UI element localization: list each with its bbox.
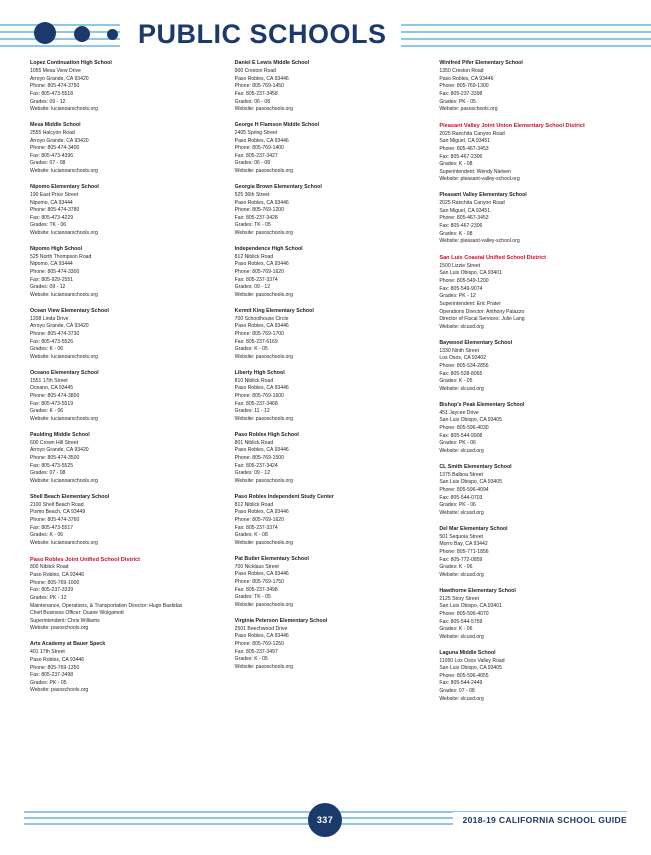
- school-name: Independence High School: [234, 245, 303, 252]
- school-entry: [439, 192, 627, 246]
- school-entry: [30, 432, 218, 486]
- detail-line: 2501 Beechwood Drive: [234, 625, 288, 632]
- school-name: Kermit King Elementary School: [234, 307, 314, 314]
- detail-line: Phone: 805-596-4030: [439, 424, 489, 431]
- school-entry: [30, 370, 218, 424]
- detail-line: Website: pasoschools.org: [30, 687, 89, 694]
- detail-line: Phone: 805-474-3400: [30, 145, 80, 152]
- detail-line: Website: pasoschools.org: [234, 292, 293, 299]
- detail-line: Superintendent: Chris Williams: [30, 617, 100, 624]
- detail-line: Grades: K - 06: [30, 532, 64, 539]
- detail-line: Nipomo, CA 93444: [30, 261, 73, 268]
- detail-line: Phone: 805-474-3780: [30, 207, 80, 214]
- detail-line: Phone: 805-596-4094: [439, 486, 489, 493]
- school-entry: [235, 494, 423, 548]
- detail-line: Phone: 805-769-1250: [234, 640, 284, 647]
- district-name: San Luis Coastal Unified School District: [439, 255, 546, 262]
- detail-line: Grades: PK - 12: [30, 594, 67, 601]
- detail-line: Fax: 805-237-6169: [234, 338, 278, 345]
- detail-line: Website: slcusd.org: [439, 509, 484, 516]
- detail-line: Grades: K - 06: [30, 408, 64, 415]
- detail-line: Grades: 07 - 08: [30, 160, 66, 167]
- detail-line: Phone: 805-474-3760: [30, 517, 80, 523]
- detail-line: San Miguel, CA 93451: [439, 138, 491, 145]
- school-name: Paso Robles High School: [234, 431, 299, 438]
- school-entry: [439, 60, 627, 114]
- detail-line: Grades: 07 - 08: [30, 470, 66, 477]
- detail-line: 401 17th Street: [30, 649, 65, 656]
- detail-line: Fax: 805-237-3498: [30, 672, 74, 679]
- detail-line: 801 Niblick Road: [234, 439, 274, 446]
- detail-line: Fax: 805-237-3458: [234, 90, 278, 97]
- school-name: Paso Robles Independent Study Center: [234, 493, 334, 500]
- school-entry: [439, 464, 627, 518]
- detail-line: Grades: K - 05: [439, 378, 473, 385]
- detail-line: 2555 Halcyon Road: [30, 129, 75, 136]
- school-entry: [30, 308, 218, 362]
- detail-line: Paso Robles, CA 93446: [234, 385, 289, 392]
- school-name: Bishop's Peak Elementary School: [439, 401, 525, 408]
- detail-line: Grades: 06 - 08: [234, 98, 271, 105]
- detail-line: Grades: K - 06: [30, 346, 64, 353]
- detail-line: 2405 Spring Street: [234, 129, 278, 136]
- school-entry: [235, 618, 423, 672]
- detail-line: Website: slcusd.org: [439, 571, 484, 578]
- detail-line: 800 Niblick Road: [30, 564, 69, 571]
- school-name: Georgia Brown Elementary School: [234, 183, 322, 190]
- page-title-container: [120, 12, 401, 56]
- detail-line: 2025 Ranchita Canyon Road: [439, 130, 505, 137]
- detail-line: San Miguel, CA 93451: [439, 207, 491, 214]
- listing-column: [235, 60, 423, 795]
- detail-line: Superintendent: Wendy Nielsen: [439, 168, 511, 175]
- detail-line: Fax: 805-772-0859: [439, 556, 483, 563]
- detail-line: Fax: 805-544-0703: [439, 494, 483, 501]
- school-name: Laguna Middle School: [439, 649, 496, 656]
- listing-columns: [30, 60, 627, 795]
- detail-line: Fax: 805-544-9908: [439, 432, 483, 439]
- detail-line: Oceano, CA 93445: [30, 385, 74, 392]
- detail-line: Website: pasoschools.org: [234, 230, 293, 237]
- detail-line: Grades: K - 05: [234, 656, 268, 663]
- detail-line: Grades: TK - 05: [234, 594, 271, 601]
- detail-line: 190 East Price Street: [30, 191, 79, 198]
- detail-line: Website: slcusd.org: [439, 323, 484, 330]
- detail-line: 700 Schoolhouse Circle: [234, 315, 289, 322]
- detail-line: Grades: 09 - 12: [30, 284, 66, 291]
- detail-line: Fax: 805-237-3498: [234, 586, 278, 593]
- detail-line: Phone: 805-549-1200: [439, 278, 489, 285]
- detail-line: Grades: PK - 06: [439, 502, 476, 509]
- detail-line: San Luis Obispo, CA 93401: [439, 270, 502, 277]
- detail-line: San Luis Obispo, CA 93401: [439, 603, 502, 610]
- detail-line: Fax: 805-237-3497: [234, 648, 278, 655]
- detail-line: Fax: 805-237-3427: [234, 152, 278, 159]
- detail-line: Superintendent: Eric Prater: [439, 301, 501, 308]
- detail-line: Website: slcusd.org: [439, 695, 484, 702]
- detail-line: San Luis Obispo, CA 93405: [439, 479, 502, 486]
- listing-column: [439, 60, 627, 795]
- detail-line: Website: pleasant-valley-school.org: [439, 238, 520, 245]
- school-name: Del Mar Elementary School: [439, 525, 508, 532]
- detail-line: Phone: 805-474-3800: [30, 393, 80, 400]
- detail-line: Fax: 805-473-4229: [30, 214, 74, 221]
- detail-line: Phone: 805-474-3300: [30, 269, 80, 276]
- detail-line: Paso Robles, CA 93446: [234, 75, 289, 82]
- detail-line: Grades: 09 - 12: [30, 98, 66, 105]
- detail-line: Website: lucianoarschools.org: [30, 415, 98, 422]
- detail-line: 451 Jaycee Drive: [439, 409, 479, 416]
- school-entry: [235, 370, 423, 424]
- detail-line: Morro Bay, CA 93442: [439, 541, 488, 548]
- detail-line: Phone: 805-769-1350: [30, 664, 80, 671]
- detail-line: Fax: 805-549-9074: [439, 285, 483, 292]
- detail-line: Phone: 805-474-3750: [30, 83, 80, 90]
- detail-line: Fax: 805-237-3468: [234, 400, 278, 407]
- detail-line: 1375 Balboa Street: [439, 471, 483, 478]
- school-name: Nipomo High School: [30, 245, 83, 252]
- detail-line: Chief Business Officer: Duane Wolgamott: [30, 610, 124, 617]
- detail-line: Grades: K - 08: [234, 532, 268, 539]
- school-entry: [30, 494, 218, 548]
- detail-line: Paso Robles, CA 93446: [439, 75, 494, 82]
- detail-line: Grades: 07 - 08: [439, 688, 475, 695]
- school-name: Hawthorne Elementary School: [439, 587, 516, 594]
- detail-line: Website: lucianoarschools.org: [30, 354, 98, 361]
- detail-line: Fax: 805-473-5526: [30, 338, 74, 345]
- detail-line: Website: pasoschools.org: [234, 354, 293, 361]
- detail-line: Phone: 805-769-1750: [234, 578, 284, 585]
- school-name: Baywood Elementary School: [439, 339, 513, 346]
- detail-line: Website: lucianoarschools.org: [30, 292, 98, 299]
- school-name: Pleasant Valley Elementary School: [439, 192, 527, 199]
- school-entry: [439, 650, 627, 704]
- detail-line: Los Osos, CA 93402: [439, 355, 487, 362]
- detail-line: 812 Niblick Road: [234, 501, 274, 508]
- detail-line: Arroyo Grande, CA 93420: [30, 75, 89, 82]
- district-entry: [439, 254, 627, 331]
- detail-line: Fax: 805-467-2306: [439, 223, 483, 230]
- detail-line: Website: pasoschools.org: [234, 601, 293, 608]
- guide-title-label: 2018-19 CALIFORNIA SCHOOL GUIDE: [453, 812, 628, 828]
- detail-line: Fax: 805-237-3339: [30, 587, 74, 594]
- dot-small-icon: [107, 29, 118, 40]
- detail-line: Website: pasoschools.org: [30, 625, 89, 632]
- school-entry: [235, 556, 423, 610]
- district-name: Pleasant Valley Joint Union Elementary School District: [439, 122, 585, 129]
- detail-line: 2025 Ranchita Canyon Road: [439, 200, 505, 207]
- detail-line: Phone: 805-769-1200: [234, 207, 284, 214]
- school-name: Nipomo Elementary School: [30, 183, 99, 190]
- detail-line: Fax: 805-237-3374: [234, 276, 278, 283]
- detail-line: Grades: K - 06: [439, 564, 473, 571]
- school-entry: [439, 402, 627, 456]
- detail-line: Grades: 06 - 08: [234, 160, 271, 167]
- school-name: Mesa Middle School: [30, 121, 81, 128]
- detail-line: Paso Robles, CA 93446: [30, 656, 85, 663]
- detail-line: Phone: 805-769-1000: [30, 579, 80, 586]
- detail-line: 1330 Ninth Street: [439, 347, 479, 354]
- school-entry: [439, 340, 627, 394]
- dot-medium-icon: [74, 26, 90, 42]
- detail-line: Website: pasoschools.org: [234, 539, 293, 546]
- detail-line: Website: slcusd.org: [439, 385, 484, 392]
- detail-line: Paso Robles, CA 93446: [234, 571, 289, 578]
- detail-line: Fax: 805-473-5525: [30, 462, 74, 469]
- detail-line: Maintenance, Operations, & Transportation Director: Hugo Bastidas: [30, 602, 183, 609]
- detail-line: Phone: 805-467-3453: [439, 215, 489, 222]
- detail-line: Website: lucianoarschools.org: [30, 168, 98, 175]
- school-name: George H Flamson Middle School: [234, 121, 320, 128]
- school-entry: [235, 60, 423, 114]
- district-name: Paso Robles Joint Unified School District: [30, 556, 141, 563]
- detail-line: Fax: 805-473-5519: [30, 400, 74, 407]
- detail-line: Phone: 805-474-3500: [30, 455, 80, 462]
- school-name: Liberty High School: [234, 369, 285, 376]
- detail-line: 1500 Lizzie Street: [439, 262, 481, 269]
- detail-line: Website: lucianoarschools.org: [30, 539, 98, 546]
- detail-line: Phone: 805-769-1400: [234, 145, 284, 152]
- detail-line: Arroyo Grande, CA 93420: [30, 137, 89, 144]
- detail-line: Grades: K - 08: [439, 161, 473, 168]
- detail-line: Arroyo Grande, CA 93420: [30, 447, 89, 454]
- school-name: Pat Butler Elementary School: [234, 555, 309, 562]
- detail-line: Fax: 805-544-2449: [439, 680, 483, 687]
- detail-line: Paso Robles, CA 93446: [234, 323, 289, 330]
- detail-line: Grades: PK - 06: [439, 440, 476, 447]
- page-header: [0, 10, 651, 62]
- detail-line: Website: pasoschools.org: [234, 168, 293, 175]
- detail-line: Grades: K - 06: [439, 626, 473, 633]
- detail-line: Website: pasoschools.org: [234, 663, 293, 670]
- school-name: Paulding Middle School: [30, 431, 90, 438]
- school-entry: [235, 308, 423, 362]
- detail-line: Phone: 805-769-1600: [234, 393, 284, 400]
- detail-line: 812 Niblick Road: [234, 253, 274, 260]
- detail-line: 525 North Thompson Road: [30, 253, 92, 260]
- detail-line: 1208 Linda Drive: [30, 315, 69, 322]
- detail-line: Phone: 805-769-1500: [234, 455, 284, 462]
- detail-line: Website: slcusd.org: [439, 447, 484, 454]
- detail-line: Website: lucianoarschools.org: [30, 230, 98, 237]
- detail-line: Phone: 805-534-2856: [439, 363, 489, 369]
- detail-line: Paso Robles, CA 93446: [30, 572, 85, 578]
- school-name: CL Smith Elementary School: [439, 463, 512, 470]
- detail-line: 2125 Story Street: [439, 595, 479, 602]
- detail-line: Grades: PK - 12: [439, 293, 476, 300]
- detail-line: Fax: 805-237-3428: [234, 214, 278, 221]
- detail-line: Grades: K - 08: [439, 230, 473, 237]
- detail-line: Grades: TK - 05: [234, 222, 271, 229]
- detail-line: 700 Nicklaus Street: [234, 563, 279, 570]
- school-entry: [30, 184, 218, 238]
- detail-line: 11050 Los Osos Valley Road: [439, 657, 505, 664]
- detail-line: Website: pasoschools.org: [234, 415, 293, 422]
- detail-line: 810 Niblick Road: [234, 377, 274, 384]
- detail-line: Paso Robles, CA 93446: [234, 633, 289, 640]
- detail-line: Phone: 805-596-4055: [439, 672, 489, 679]
- page-footer: [0, 803, 651, 837]
- detail-line: Fax: 805-237-3424: [234, 462, 278, 469]
- school-entry: [235, 432, 423, 486]
- school-entry: [439, 526, 627, 580]
- detail-line: Fax: 805-237-3374: [234, 524, 278, 531]
- detail-line: Grades: TK - 06: [30, 222, 67, 229]
- detail-line: Paso Robles, CA 93446: [234, 261, 289, 268]
- detail-line: 501 Sequoia Street: [439, 533, 483, 540]
- detail-line: San Luis Obispo, CA 93405: [439, 665, 502, 672]
- school-name: Daniel E Lewis Middle School: [234, 60, 310, 66]
- page-number-badge: 337: [308, 803, 342, 837]
- detail-line: Phone: 805-771-1856: [439, 548, 489, 555]
- detail-line: Website: pasoschools.org: [439, 106, 498, 113]
- detail-line: Fax: 805-528-8065: [439, 370, 483, 377]
- school-entry: [235, 122, 423, 176]
- school-entry: [30, 641, 218, 695]
- detail-line: Nipomo, CA 93444: [30, 199, 73, 206]
- detail-line: Phone: 805-474-3730: [30, 331, 80, 338]
- detail-line: Grades: PK - 05: [30, 679, 67, 686]
- detail-line: Phone: 805-769-1620: [234, 269, 284, 276]
- page-title: PUBLIC SCHOOLS: [138, 19, 387, 49]
- detail-line: 525 36th Street: [234, 191, 270, 198]
- detail-line: Website: slcusd.org: [439, 633, 484, 640]
- detail-line: 1350 Creston Road: [439, 67, 484, 74]
- detail-line: Grades: 09 - 12: [234, 470, 271, 477]
- detail-line: Paso Robles, CA 93446: [234, 199, 289, 206]
- detail-line: Fax: 805-473-5518: [30, 90, 74, 97]
- school-name: Oceano Elementary School: [30, 369, 99, 376]
- detail-line: 1055 Mesa View Drive: [30, 67, 81, 74]
- dot-large-icon: [34, 22, 56, 44]
- school-entry: [30, 60, 218, 114]
- detail-line: Fax: 805-473-5517: [30, 524, 74, 531]
- school-name: Lopez Continuation High School: [30, 60, 112, 66]
- district-entry: [30, 556, 218, 633]
- school-entry: [30, 122, 218, 176]
- detail-line: Website: pasoschools.org: [234, 477, 293, 484]
- school-entry: [235, 246, 423, 300]
- school-name: Shell Beach Elementary School: [30, 493, 110, 500]
- detail-line: Website: pleasant-valley-school.org: [439, 176, 520, 183]
- detail-line: Phone: 805-769-1300: [439, 83, 489, 90]
- detail-line: Paso Robles, CA 93446: [234, 509, 289, 516]
- school-name: Ocean View Elementary School: [30, 307, 109, 314]
- detail-line: Fax: 805-237-3398: [439, 90, 483, 97]
- listing-column: [30, 60, 218, 795]
- detail-line: Grades: PK - 05: [439, 98, 476, 105]
- detail-line: Phone: 805-769-1700: [234, 331, 284, 338]
- school-entry: [30, 246, 218, 300]
- detail-line: Fax: 805-467-2306: [439, 153, 483, 160]
- detail-line: Fax: 805-473-4396: [30, 152, 74, 159]
- detail-line: Phone: 805-769-1620: [234, 517, 284, 523]
- detail-line: Phone: 805-596-4070: [439, 610, 489, 617]
- detail-line: Fax: 805-929-2551: [30, 276, 74, 283]
- detail-line: Paso Robles, CA 93446: [234, 447, 289, 454]
- detail-line: 600 Crown Hill Street: [30, 439, 79, 446]
- detail-line: Director of Fiscal Services: Julie Lang: [439, 316, 525, 323]
- detail-line: Phone: 805-769-1450: [234, 83, 284, 90]
- school-entry: [439, 588, 627, 642]
- detail-line: Paso Robles, CA 93446: [234, 137, 289, 144]
- school-entry: [235, 184, 423, 238]
- detail-line: Operations Director: Anthony Palazzo: [439, 308, 525, 315]
- detail-line: Grades: 11 - 12: [234, 408, 270, 415]
- detail-line: Website: lucianoarschools.org: [30, 106, 98, 113]
- detail-line: Pismo Beach, CA 93449: [30, 509, 86, 516]
- detail-line: 2100 Shell Beach Road: [30, 501, 84, 508]
- detail-line: Arroyo Grande, CA 93420: [30, 323, 89, 330]
- detail-line: Fax: 805-544-5759: [439, 618, 483, 625]
- school-name: Virginia Peterson Elementary School: [234, 617, 328, 624]
- detail-line: Website: lucianoarschools.org: [30, 477, 98, 484]
- district-entry: [439, 122, 627, 184]
- school-name: Arts Academy at Bauer Speck: [30, 641, 106, 648]
- detail-line: Phone: 805-467-3453: [439, 145, 489, 152]
- school-name: Winifred Pifer Elementary School: [439, 60, 523, 66]
- detail-line: 900 Creston Road: [234, 67, 277, 74]
- detail-line: Website: pasoschools.org: [234, 106, 293, 113]
- detail-line: San Luis Obispo, CA 93405: [439, 417, 502, 424]
- detail-line: 1551 17th Street: [30, 377, 68, 384]
- detail-line: Grades: 09 - 12: [234, 284, 271, 291]
- detail-line: Grades: K - 05: [234, 346, 268, 353]
